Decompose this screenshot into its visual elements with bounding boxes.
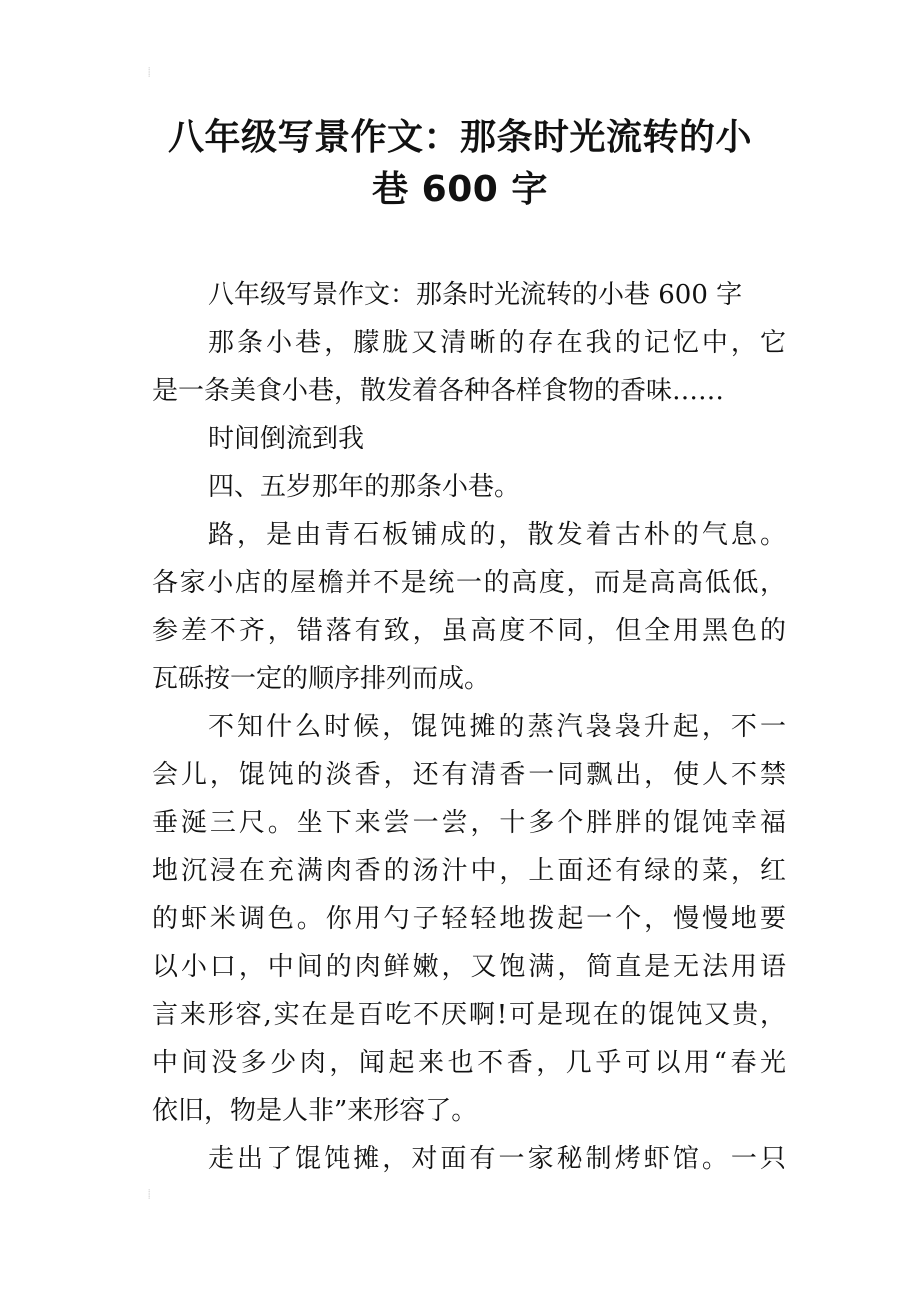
document-title — [120, 112, 800, 216]
body-line-19: 走出了馄饨摊，对面有一家秘制烤虾馆。一只 — [208, 1144, 786, 1174]
body-line-17: 中间没多少肉，闻起来也不香，几乎可以用“春光 — [152, 1048, 786, 1078]
body-line-18: 依旧，物是人非”来形容了。 — [152, 1096, 478, 1126]
body-line-9: 瓦砾按一定的顺序排列而成。 — [152, 664, 491, 694]
body-line-6: 路，是由青石板铺成的，散发着古朴的气息。 — [208, 520, 786, 550]
body-line-13: 地沉浸在充满肉香的汤汁中，上面还有绿的菜，红 — [152, 856, 786, 886]
body-line-1: 八年级写景作文：那条时光流转的小巷 600 字 — [208, 280, 743, 310]
body-line-8: 参差不齐，错落有致，虽高度不同，但全用黑色的 — [152, 616, 786, 646]
body-line-12: 垂涎三尺。坐下来尝一尝，十多个胖胖的馄饨幸福 — [152, 808, 786, 838]
corner-mark-bottom: ⸽ — [148, 1190, 151, 1200]
essay-body — [152, 271, 786, 1183]
body-line-7: 各家小店的屋檐并不是统一的高度，而是高高低低， — [152, 568, 786, 598]
body-line-2: 那条小巷，朦胧又清晰的存在我的记忆中，它 — [208, 328, 786, 358]
title-line-2: 巷 600 字 — [372, 169, 548, 210]
corner-mark-top: ⸽ — [148, 68, 151, 78]
body-line-16: 言来形容,实在是百吃不厌啊!可是现在的馄饨又贵， — [152, 1000, 786, 1030]
body-line-5: 四、五岁那年的那条小巷。 — [208, 472, 521, 502]
title-line-1: 八年级写景作文：那条时光流转的小 — [167, 117, 752, 158]
body-line-15: 以小口，中间的肉鲜嫩，又饱满，简直是无法用语 — [152, 952, 786, 982]
body-line-11: 会儿，馄饨的淡香，还有清香一同飘出，使人不禁 — [152, 760, 786, 790]
body-line-10: 不知什么时候，馄饨摊的蒸汽袅袅升起，不一 — [208, 712, 786, 742]
body-line-4: 时间倒流到我 — [208, 424, 365, 454]
body-line-14: 的虾米调色。你用勺子轻轻地拨起一个，慢慢地要 — [152, 904, 786, 934]
body-line-3: 是一条美食小巷，散发着各种各样食物的香味…… — [152, 376, 725, 406]
